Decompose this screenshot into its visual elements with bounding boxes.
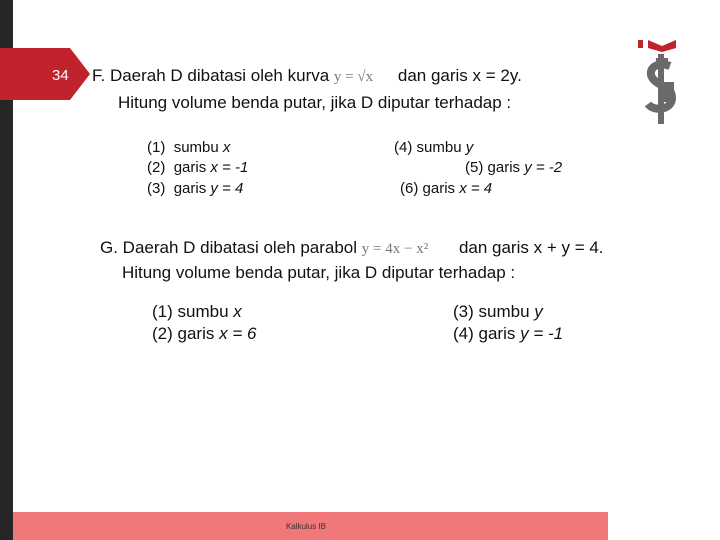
- section-f-item-4: (4) sumbu y: [394, 139, 474, 156]
- slide-number: 34: [52, 67, 69, 84]
- section-f-item-5: (5) garis y = -2: [465, 159, 563, 176]
- section-f-item-6: (6) garis x = 4: [400, 180, 493, 197]
- section-g-item-2: (2) garis x = 6: [152, 324, 257, 343]
- section-g-line1: G. Daerah D dibatasi oleh parabol y = 4x − x² dan garis x + y = 4.: [100, 238, 604, 257]
- section-g-item-4: (4) garis y = -1: [453, 324, 564, 343]
- section-g-item-1: (1) sumbu x: [152, 302, 242, 321]
- section-f-line2: Hitung volume benda putar, jika D diputar terhadap :: [118, 93, 512, 112]
- footer-text: Kalkulus IB: [286, 522, 327, 531]
- slide-number-tab: [0, 48, 90, 100]
- section-f-item-1: (1) sumbu x: [147, 139, 231, 156]
- section-g-item-3: (3) sumbu y: [453, 302, 543, 321]
- section-f-item-2: (2) garis x = -1: [147, 159, 249, 176]
- section-g-curve-formula: y = 4x − x²: [361, 241, 429, 257]
- section-f-curve-formula: y = √x: [333, 69, 374, 85]
- section-g-line2: Hitung volume benda putar, jika D diputar terhadap :: [122, 263, 516, 282]
- university-emblem-icon: [636, 36, 688, 126]
- section-f-line1: F. Daerah D dibatasi oleh kurva y = √x dan garis x = 2y.: [92, 66, 522, 85]
- section-f-item-3: (3) garis y = 4: [147, 180, 244, 197]
